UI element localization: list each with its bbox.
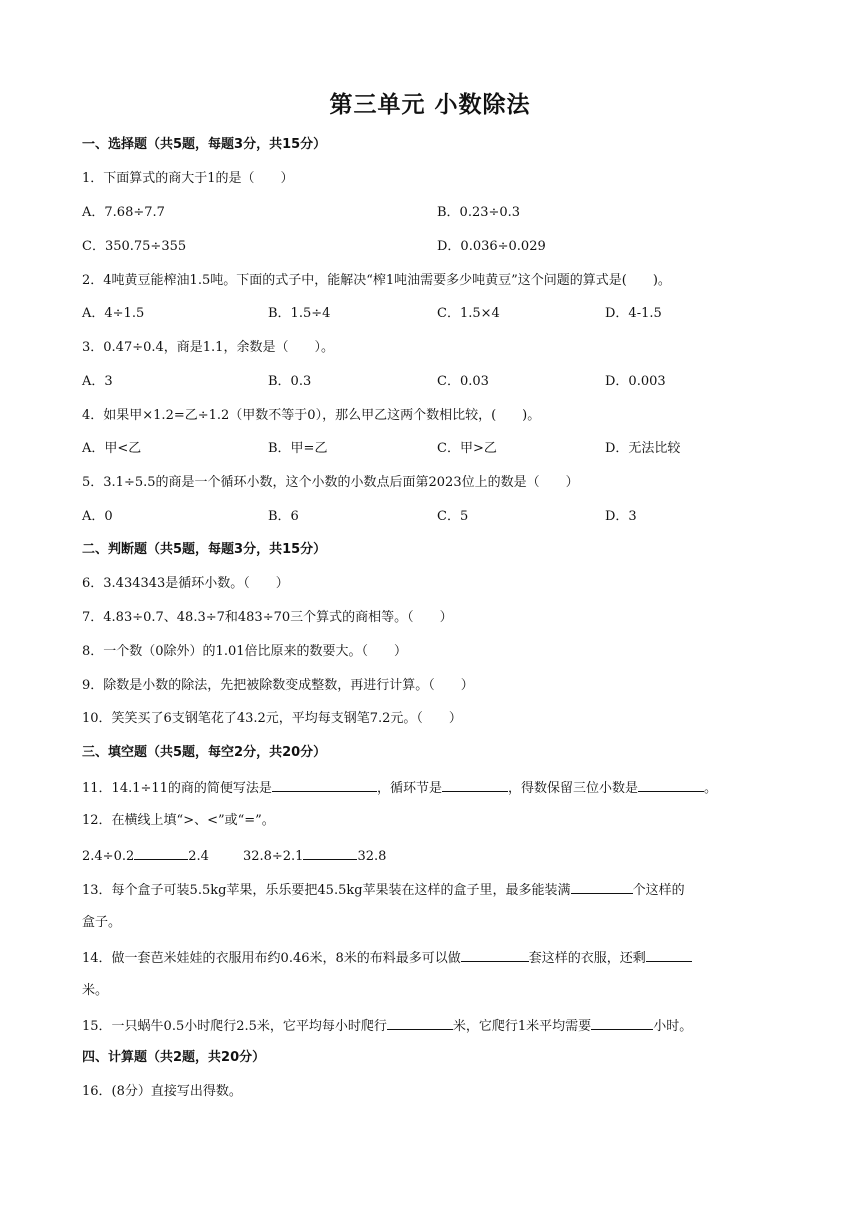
question-2-option-d: D．4-1.5 [605,306,662,321]
question-15-text-3: 小时。 [653,1019,693,1034]
question-5-option-a: A．0 [82,509,113,524]
section-heading-fill: 三、填空题（共5题，每空2分，共20分） [82,745,327,760]
question-4-stem: 4．如果甲×1.2=乙÷1.2（甲数不等于0），那么甲乙这两个数相比较，( )。 [82,408,541,423]
answer-blank[interactable] [646,948,692,962]
section-heading-choice: 一、选择题（共5题，每题3分，共15分） [82,137,327,152]
question-6: 6．3.434343是循环小数。（ ） [82,576,289,591]
question-11-text-4: 。 [703,781,717,796]
question-5-option-c: C．5 [437,509,469,524]
question-5-option-b: B．6 [268,509,299,524]
question-11-text-1: 11．14.1÷11的商的简便写法是 [82,781,272,796]
question-13 [82,880,685,900]
question-12-stem: 12．在横线上填“>、<”或“=”。 [82,813,275,828]
question-9: 9．除数是小数的除法，先把被除数变成整数，再进行计算。（ ） [82,678,474,693]
question-1-option-b: B．0.23÷0.3 [437,205,521,220]
question-1-stem: 1．下面算式的商大于1的是（ ） [82,171,294,186]
question-5-option-d: D．3 [605,509,637,524]
page-title: 第三单元 小数除法 [329,92,531,118]
question-7: 7．4.83÷0.7、48.3÷7和483÷70三个算式的商相等。（ ） [82,610,453,625]
question-2-option-c: C．1.5×4 [437,306,500,321]
question-13-text-1: 13．每个盒子可装5.5kg苹果，乐乐要把45.5kg苹果装在这样的盒子里，最多能装满 [82,883,571,898]
answer-blank[interactable] [461,948,529,962]
question-1-option-c: C．350.75÷355 [82,239,187,254]
question-4-option-c: C．甲>乙 [437,441,497,456]
question-14-text-2: 套这样的衣服，还剩 [528,951,646,966]
answer-blank[interactable] [442,778,508,792]
question-5-stem: 5．3.1÷5.5的商是一个循环小数，这个小数的小数点后面第2023位上的数是（ ） [82,475,579,490]
question-4-option-d: D．无法比较 [605,441,681,456]
question-15 [82,1016,692,1036]
section-heading-judge: 二、判断题（共5题，每题3分，共15分） [82,542,327,557]
question-4-option-a: A．甲<乙 [82,441,142,456]
question-3-option-a: A．3 [82,374,113,389]
question-3-option-c: C．0.03 [437,374,489,389]
question-11 [82,778,717,798]
answer-blank[interactable] [303,846,357,860]
question-16: 16．(8分）直接写出得数。 [82,1084,242,1099]
question-1-option-d: D．0.036÷0.029 [437,239,546,254]
question-1-option-a: A．7.68÷7.7 [82,205,165,220]
question-11-text-2: ，循环节是 [376,781,442,796]
question-3-option-b: B．0.3 [268,374,312,389]
question-13-continued: 盒子。 [82,915,122,930]
question-2-stem: 2．4吨黄豆能榨油1.5吨。下面的式子中，能解决“榨1吨油需要多少吨黄豆”这个问题的算式是( )。 [82,273,671,288]
question-4-option-b: B．甲=乙 [268,441,328,456]
question-13-text-2: 个这样的 [632,883,685,898]
question-12-expression-2: 32.8÷2.1 [242,849,304,864]
answer-blank[interactable] [591,1016,653,1030]
question-14 [82,948,692,968]
question-15-text-2: 米，它爬行1米平均需要 [452,1019,592,1034]
answer-blank[interactable] [272,778,377,792]
question-10: 10．笑笑买了6支钢笔花了43.2元，平均每支钢笔7.2元。（ ） [82,711,462,726]
question-8: 8．一个数（0除外）的1.01倍比原来的数要大。（ ） [82,644,407,659]
answer-blank[interactable] [387,1016,453,1030]
question-11-text-3: ，得数保留三位小数是 [507,781,638,796]
question-12-expressions [82,846,386,866]
question-15-text-1: 15．一只蜗牛0.5小时爬行2.5米，它平均每小时爬行 [82,1019,387,1034]
question-3-option-d: D．0.003 [605,374,666,389]
question-12-expression-1: 2.4÷0.2 [82,849,135,864]
question-2-option-b: B．1.5÷4 [268,306,331,321]
answer-blank[interactable] [134,846,188,860]
answer-blank[interactable] [638,778,704,792]
question-14-text-1: 14．做一套芭米娃娃的衣服用布约0.46米，8米的布料最多可以做 [82,951,461,966]
question-12-value-2: 32.8 [357,849,387,864]
question-14-continued: 米。 [82,983,109,998]
question-12-value-1: 2.4 [188,849,209,864]
section-heading-compute: 四、计算题（共2题，共20分） [82,1050,266,1065]
answer-blank[interactable] [571,880,633,894]
question-3-stem: 3．0.47÷0.4，商是1.1，余数是（ ）。 [82,340,334,355]
question-2-option-a: A．4÷1.5 [82,306,145,321]
